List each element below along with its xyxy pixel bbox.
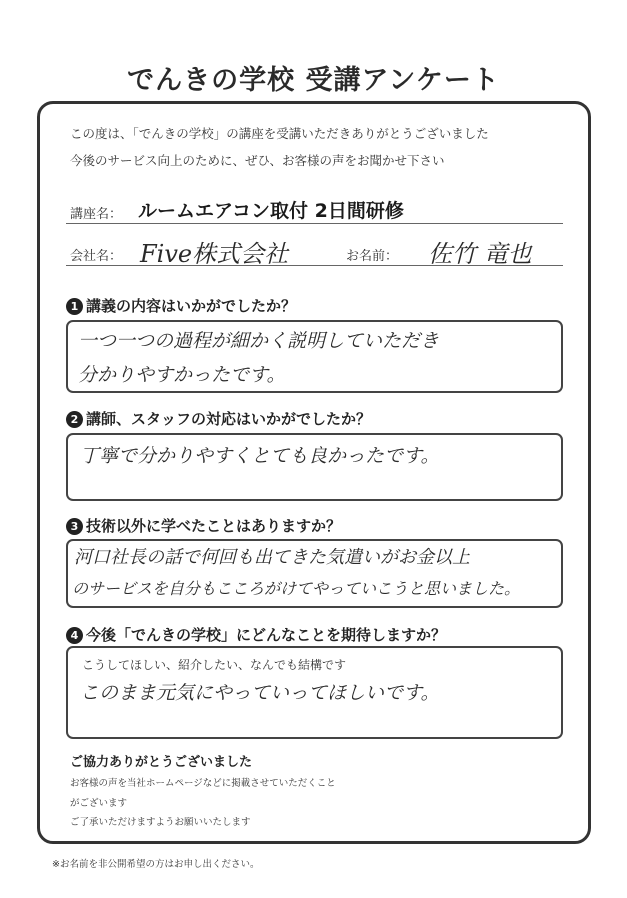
answer-3-line-2: のサービスを自分もこころがけてやっていこうと思いました。 (72, 579, 521, 598)
question-2 (66, 408, 371, 429)
name-label: お名前： (346, 249, 399, 264)
answer-1-line-1: 一つ一つの過程が細かく説明していただき (78, 330, 440, 352)
question-2-text: 講師、スタッフの対応はいかがでしたか？ (86, 410, 372, 428)
intro-line-2: 今後のサービス向上のために、ぜひ、お客様の声をお聞かせ下さい (70, 153, 445, 168)
footnote: ※お名前を非公開希望の方はお申し出ください。 (52, 859, 260, 870)
answer-box-1 (66, 320, 563, 393)
question-4-number: 4 (66, 627, 83, 644)
answer-1-line-2: 分かりやすかったです。 (78, 364, 286, 386)
answer-3-line-1: 河口社長の話で何回も出てきた気遣いがお金以上 (74, 547, 470, 568)
thanks-text: ご協力ありがとうございました (70, 755, 253, 770)
question-4-text: 今後「でんきの学校」にどんなことを期待しますか？ (86, 626, 447, 644)
question-1 (66, 295, 296, 316)
page-title: でんきの学校 受講アンケート (127, 65, 500, 96)
question-4 (66, 624, 446, 645)
name-value: 佐竹 竜也 (428, 240, 532, 268)
course-label: 講座名： (70, 207, 123, 222)
question-3-text: 技術以外に学べたことはありますか？ (86, 517, 342, 535)
company-value: Five株式会社 (140, 240, 289, 268)
question-3 (66, 515, 341, 536)
publish-note-3: ご了承いただけますようお願いいたします (70, 817, 251, 828)
answer-4-line-1: このまま元気にやっていってほしいです。 (80, 682, 440, 704)
question-3-number: 3 (66, 518, 83, 535)
publish-note-2: がございます (70, 798, 128, 809)
intro-line-1: この度は、「でんきの学校」の講座を受講いただきありがとうございました (70, 126, 489, 141)
answer-box-4 (66, 646, 563, 739)
course-value: ルームエアコン取付 2日間研修 (138, 200, 404, 222)
company-name-underline (66, 265, 563, 266)
question-2-number: 2 (66, 411, 83, 428)
company-label: 会社名： (70, 249, 123, 264)
question-4-hint: こうしてほしい、紹介したい、なんでも結構です (82, 658, 347, 672)
answer-box-3 (66, 539, 563, 608)
question-1-text: 講義の内容はいかがでしたか？ (86, 297, 297, 315)
answer-box-2 (66, 433, 563, 501)
answer-2-line-1: 丁寧で分かりやすくとても良かったです。 (80, 445, 440, 467)
publish-note-1: お客様の声を当社ホームページなどに掲載させていただくこと (70, 778, 336, 789)
question-1-number: 1 (66, 298, 83, 315)
course-underline (66, 223, 563, 224)
